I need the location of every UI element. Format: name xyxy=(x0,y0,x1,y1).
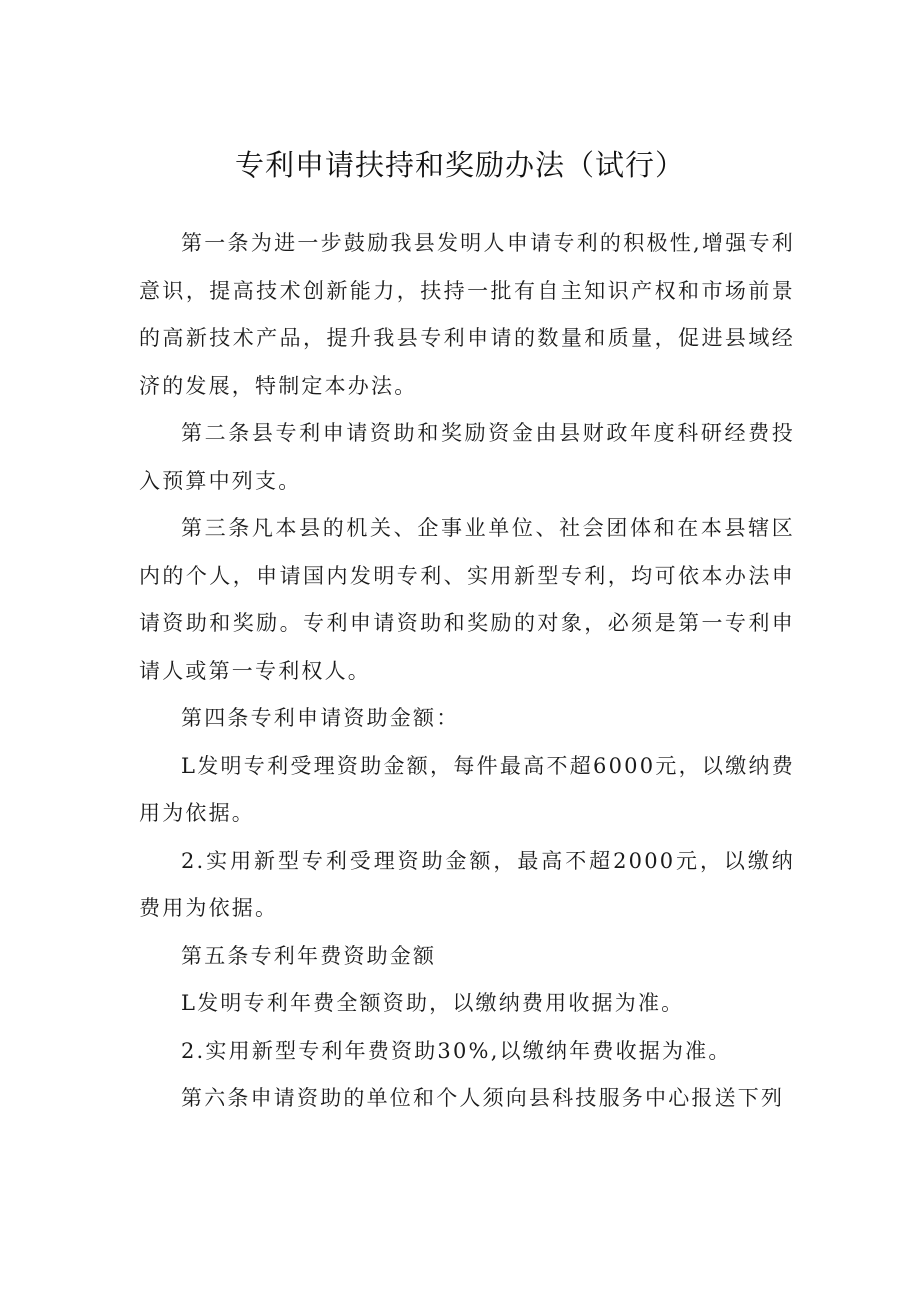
paragraph-article-4: 第四条专利申请资助金额： xyxy=(181,706,460,730)
paragraph-article-6: 第六条申请资助的单位和个人须向县科技服务中心报送下列 xyxy=(181,1086,785,1110)
paragraph-article-4-item-1: L发明专利受理资助金额，每件最高不超6000元，以缴纳费用为依据。 xyxy=(139,753,795,825)
paragraph-article-5: 第五条专利年费资助金额 xyxy=(181,943,437,968)
paragraph-article-5-item-1: L发明专利年费全额资助，以缴纳费用收据为准。 xyxy=(181,991,685,1015)
paragraph-article-4-item-2: 2.实用新型专利受理资助金额，最高不超2000元，以缴纳费用为依据。 xyxy=(139,848,795,920)
document-title: 专利申请扶持和奖励办法（试行） xyxy=(234,148,685,182)
paragraph-article-1: 第一条为进一步鼓励我县发明人申请专利的积极性,增强专利意识，提高技术创新能力，扶持一批有自主知识产权和市场前景的高新技术产品，提升我县专利申请的数量和质量，促进县域经济的发展，特制定本办法。 xyxy=(139,231,795,398)
paragraph-article-2: 第二条县专利申请资助和奖励资金由县财政年度科研经费投入预算中列支。 xyxy=(139,421,795,493)
paragraph-article-3: 第三条凡本县的机关、企事业单位、社会团体和在本县辖区内的个人，申请国内发明专利、实用新型专利，均可依本办法申请资助和奖励。专利申请资助和奖励的对象，必须是第一专利申请人或第一专利权人。 xyxy=(139,516,795,683)
paragraph-article-5-item-2: 2.实用新型专利年费资助30%,以缴纳年费收据为准。 xyxy=(181,1038,732,1063)
document-body xyxy=(139,220,795,1123)
